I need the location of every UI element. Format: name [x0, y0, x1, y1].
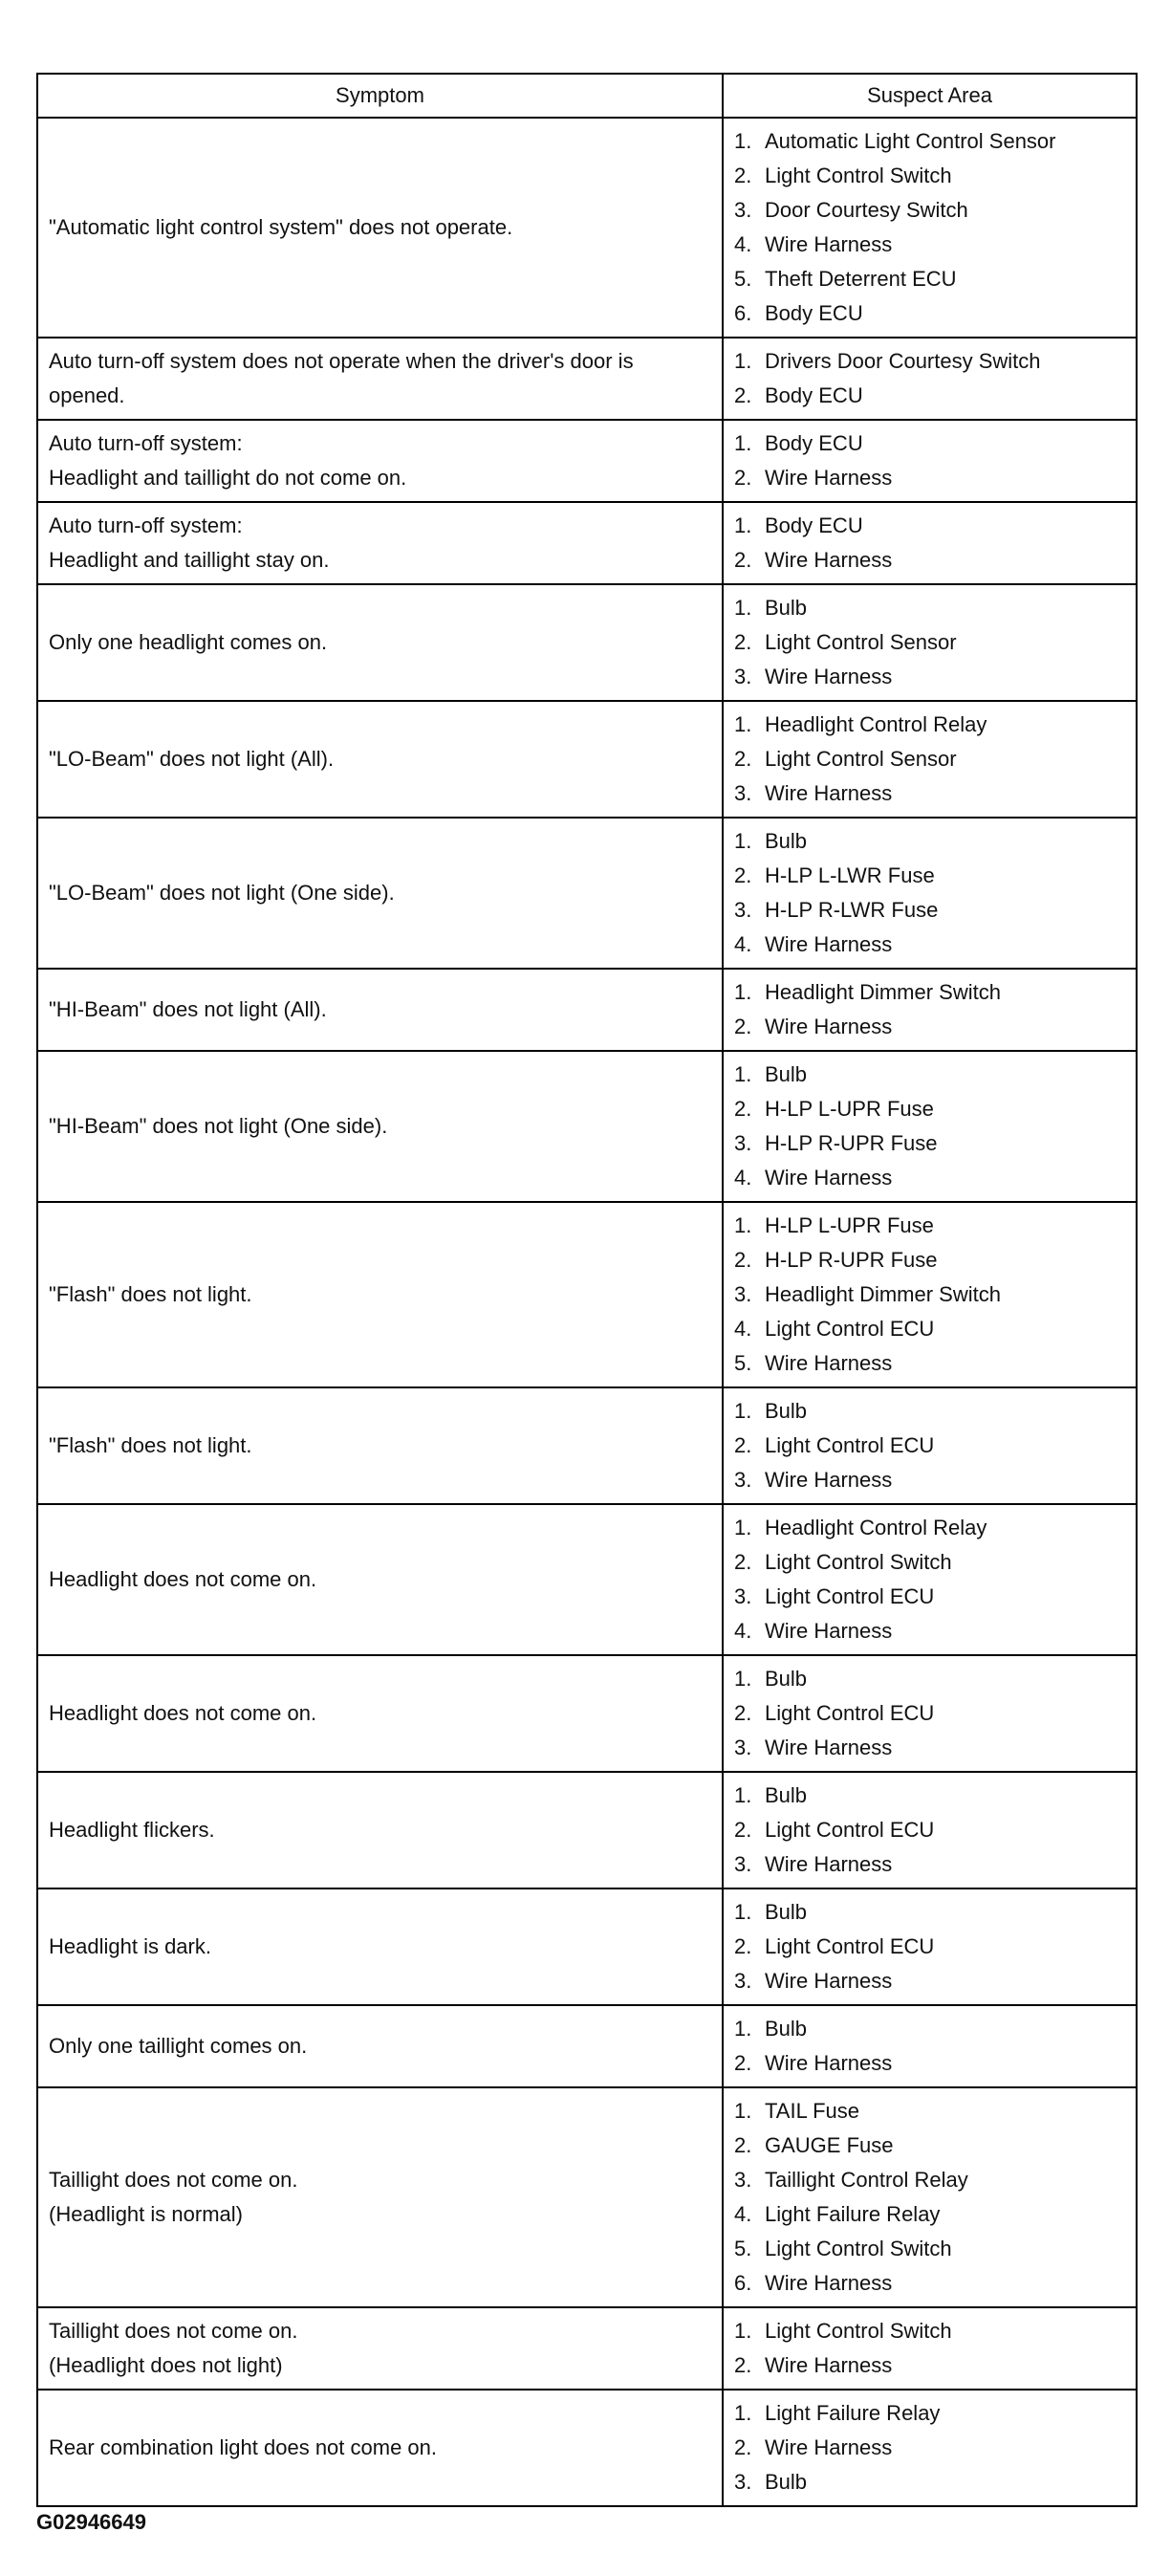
suspect-item-text: Light Control Switch	[765, 2237, 952, 2260]
suspect-item	[734, 776, 1125, 811]
suspect-item	[734, 2163, 1125, 2197]
suspect-list	[734, 2088, 1125, 2306]
suspect-item-number: 4.	[734, 2202, 752, 2226]
suspect-area-cell	[723, 502, 1137, 584]
suspect-item	[734, 1895, 1125, 1930]
suspect-list	[734, 1889, 1125, 2004]
suspect-item	[734, 2348, 1125, 2383]
table-body	[37, 118, 1137, 2506]
suspect-item-text: Wire Harness	[765, 1351, 893, 1375]
suspect-list	[734, 702, 1125, 817]
suspect-item	[734, 1696, 1125, 1731]
suspect-item-text: Wire Harness	[765, 932, 893, 956]
suspect-item	[734, 824, 1125, 859]
suspect-item	[734, 379, 1125, 413]
suspect-item-number: 2.	[734, 1701, 752, 1725]
suspect-item-number: 6.	[734, 2271, 752, 2295]
symptom-text: Headlight does not come on.	[49, 1567, 317, 1591]
symptom-text: "HI-Beam" does not light (One side).	[49, 1114, 388, 1138]
suspect-area-cell	[723, 1202, 1137, 1387]
suspect-item	[734, 1731, 1125, 1765]
table-row	[37, 502, 1137, 584]
suspect-item	[734, 1429, 1125, 1463]
suspect-item-number: 2.	[734, 1248, 752, 1272]
table-row	[37, 1888, 1137, 2005]
suspect-item-number: 3.	[734, 1969, 752, 1993]
symptom-text: "LO-Beam" does not light (One side).	[49, 881, 395, 905]
suspect-item-number: 2.	[734, 2435, 752, 2459]
suspect-item-text: Light Control ECU	[765, 1934, 935, 1958]
suspect-item	[734, 708, 1125, 742]
suspect-item-number: 3.	[734, 2470, 752, 2494]
suspect-item-number: 1.	[734, 596, 752, 620]
suspect-item-text: Body ECU	[765, 383, 863, 407]
symptom-cell	[37, 2390, 723, 2506]
suspect-item-number: 2.	[734, 466, 752, 490]
suspect-item-text: Light Control Sensor	[765, 747, 957, 771]
suspect-item-number: 2.	[734, 1433, 752, 1457]
suspect-item-text: Body ECU	[765, 431, 863, 455]
suspect-item	[734, 975, 1125, 1010]
symptom-text: Headlight is dark.	[49, 1934, 211, 1958]
suspect-item-number: 2.	[734, 2051, 752, 2075]
suspect-item-text: Bulb	[765, 1667, 808, 1691]
suspect-item-text: Bulb	[765, 1783, 808, 1807]
suspect-item-text: Bulb	[765, 1900, 808, 1924]
symptom-cell	[37, 1655, 723, 1772]
symptom-cell	[37, 1504, 723, 1655]
suspect-item-number: 1.	[734, 1516, 752, 1539]
suspect-list	[734, 421, 1125, 501]
suspect-item-text: Light Control ECU	[765, 1317, 935, 1341]
suspect-item	[734, 2465, 1125, 2500]
suspect-item-text: Light Control ECU	[765, 1584, 935, 1608]
suspect-item-text: Wire Harness	[765, 1619, 893, 1643]
table-row	[37, 2087, 1137, 2307]
suspect-item-text: H-LP R-UPR Fuse	[765, 1248, 938, 1272]
suspect-item-text: Light Failure Relay	[765, 2202, 941, 2226]
suspect-item-number: 1.	[734, 2099, 752, 2123]
suspect-area-cell	[723, 1772, 1137, 1888]
suspect-item-text: Bulb	[765, 2017, 808, 2041]
suspect-item-number: 1.	[734, 1213, 752, 1237]
suspect-item-number: 2.	[734, 383, 752, 407]
suspect-item-number: 1.	[734, 1062, 752, 1086]
symptom-cell	[37, 502, 723, 584]
suspect-item-text: Wire Harness	[765, 1166, 893, 1190]
suspect-item-text: Headlight Control Relay	[765, 1516, 987, 1539]
table-row	[37, 2005, 1137, 2087]
suspect-item	[734, 228, 1125, 262]
table-row	[37, 1772, 1137, 1888]
table-header-row	[37, 74, 1137, 118]
suspect-area-cell	[723, 2005, 1137, 2087]
suspect-item-number: 5.	[734, 1351, 752, 1375]
suspect-item	[734, 262, 1125, 296]
symptom-cell	[37, 2307, 723, 2390]
header-suspect-area: Suspect Area	[723, 74, 1137, 118]
symptom-text: Headlight flickers.	[49, 1818, 215, 1842]
symptom-cell	[37, 1202, 723, 1387]
suspect-item-text: TAIL Fuse	[765, 2099, 860, 2123]
suspect-item-number: 1.	[734, 129, 752, 153]
suspect-list	[734, 1203, 1125, 1386]
table-row	[37, 584, 1137, 701]
symptom-text: Headlight and taillight stay on.	[49, 548, 330, 572]
figure-id: G02946649	[36, 2510, 146, 2534]
suspect-item	[734, 1930, 1125, 1964]
suspect-item	[734, 344, 1125, 379]
suspect-item-text: Drivers Door Courtesy Switch	[765, 349, 1041, 373]
suspect-item-text: Door Courtesy Switch	[765, 198, 968, 222]
suspect-item-number: 1.	[734, 2319, 752, 2343]
suspect-item-number: 3.	[734, 1736, 752, 1759]
table-row	[37, 1387, 1137, 1504]
suspect-item-text: Taillight Control Relay	[765, 2168, 968, 2192]
suspect-item-text: Body ECU	[765, 301, 863, 325]
suspect-item-number: 4.	[734, 932, 752, 956]
suspect-item-number: 1.	[734, 513, 752, 537]
suspect-item-number: 6.	[734, 301, 752, 325]
symptom-text: Taillight does not come on.	[49, 2319, 298, 2343]
suspect-item-text: Light Failure Relay	[765, 2401, 941, 2425]
suspect-item-text: Automatic Light Control Sensor	[765, 129, 1056, 153]
suspect-item	[734, 296, 1125, 331]
suspect-item-text: Body ECU	[765, 513, 863, 537]
suspect-item-text: Bulb	[765, 1399, 808, 1423]
suspect-item-text: Headlight Dimmer Switch	[765, 980, 1001, 1004]
symptom-cell	[37, 701, 723, 818]
symptom-text: (Headlight is normal)	[49, 2202, 243, 2226]
symptom-text: "Flash" does not light.	[49, 1433, 252, 1457]
suspect-item	[734, 509, 1125, 543]
suspect-item	[734, 1964, 1125, 1998]
suspect-item	[734, 1312, 1125, 1346]
suspect-item	[734, 124, 1125, 159]
suspect-item-text: H-LP R-LWR Fuse	[765, 898, 939, 922]
suspect-area-cell	[723, 584, 1137, 701]
suspect-item-number: 2.	[734, 2133, 752, 2157]
header-symptom: Symptom	[37, 74, 723, 118]
symptom-cell	[37, 818, 723, 969]
suspect-item	[734, 1092, 1125, 1126]
suspect-area-cell	[723, 701, 1137, 818]
suspect-item	[734, 2232, 1125, 2266]
suspect-item-number: 2.	[734, 164, 752, 187]
suspect-list	[734, 2308, 1125, 2389]
suspect-item	[734, 2431, 1125, 2465]
suspect-item-number: 2.	[734, 548, 752, 572]
suspect-item	[734, 1580, 1125, 1614]
suspect-list	[734, 338, 1125, 419]
suspect-item-number: 3.	[734, 1282, 752, 1306]
suspect-item-number: 3.	[734, 898, 752, 922]
suspect-list	[734, 503, 1125, 583]
suspect-item-number: 1.	[734, 1667, 752, 1691]
suspect-item	[734, 2094, 1125, 2128]
suspect-item	[734, 1161, 1125, 1195]
suspect-item-number: 3.	[734, 1131, 752, 1155]
suspect-item-number: 4.	[734, 1317, 752, 1341]
suspect-item-text: Wire Harness	[765, 2271, 893, 2295]
suspect-item-text: Light Control Switch	[765, 2319, 952, 2343]
suspect-item-number: 2.	[734, 1015, 752, 1038]
symptom-text: "HI-Beam" does not light (All).	[49, 997, 327, 1021]
table-row	[37, 969, 1137, 1051]
suspect-area-cell	[723, 338, 1137, 420]
suspect-item-text: Wire Harness	[765, 1969, 893, 1993]
suspect-area-cell	[723, 118, 1137, 338]
suspect-item-number: 2.	[734, 863, 752, 887]
suspect-area-cell	[723, 2390, 1137, 2506]
suspect-item-text: H-LP L-LWR Fuse	[765, 863, 935, 887]
suspect-area-cell	[723, 1655, 1137, 1772]
suspect-item	[734, 1394, 1125, 1429]
symptom-text: opened.	[49, 383, 125, 407]
suspect-list	[734, 1052, 1125, 1201]
symptom-text: "Automatic light control system" does not operate.	[49, 215, 513, 239]
symptom-text: Only one taillight comes on.	[49, 2034, 308, 2058]
symptom-cell	[37, 420, 723, 502]
suspect-item-text: Wire Harness	[765, 232, 893, 256]
suspect-item-number: 3.	[734, 1852, 752, 1876]
suspect-item	[734, 461, 1125, 495]
suspect-item-text: Wire Harness	[765, 1852, 893, 1876]
symptom-text: Only one headlight comes on.	[49, 630, 328, 654]
symptom-text: "Flash" does not light.	[49, 1282, 252, 1306]
suspect-item	[734, 1126, 1125, 1161]
suspect-item	[734, 625, 1125, 660]
suspect-item	[734, 2197, 1125, 2232]
suspect-item	[734, 159, 1125, 193]
suspect-item-number: 2.	[734, 2353, 752, 2377]
suspect-list	[734, 1505, 1125, 1654]
suspect-item-number: 2.	[734, 630, 752, 654]
suspect-item-text: Bulb	[765, 1062, 808, 1086]
suspect-item-text: Wire Harness	[765, 2435, 893, 2459]
suspect-list	[734, 585, 1125, 700]
suspect-item-text: Wire Harness	[765, 466, 893, 490]
suspect-item-text: Light Control ECU	[765, 1701, 935, 1725]
suspect-item	[734, 2314, 1125, 2348]
symptom-text: Auto turn-off system:	[49, 431, 243, 455]
symptom-cell	[37, 2087, 723, 2307]
suspect-item-text: Wire Harness	[765, 1468, 893, 1492]
suspect-item-number: 1.	[734, 2017, 752, 2041]
suspect-item-number: 2.	[734, 1818, 752, 1842]
suspect-item	[734, 1779, 1125, 1813]
suspect-item-number: 1.	[734, 2401, 752, 2425]
suspect-item	[734, 543, 1125, 578]
suspect-item-text: Light Control ECU	[765, 1818, 935, 1842]
suspect-item-text: Light Control Sensor	[765, 630, 957, 654]
suspect-item-number: 4.	[734, 1166, 752, 1190]
suspect-item-number: 2.	[734, 1097, 752, 1121]
table-row	[37, 1655, 1137, 1772]
suspect-item	[734, 1847, 1125, 1882]
symptom-cell	[37, 584, 723, 701]
suspect-item-text: Light Control Switch	[765, 164, 952, 187]
suspect-item-text: GAUGE Fuse	[765, 2133, 894, 2157]
suspect-list	[734, 2390, 1125, 2505]
suspect-item-text: Light Control ECU	[765, 1433, 935, 1457]
suspect-item-number: 1.	[734, 712, 752, 736]
table-row	[37, 420, 1137, 502]
suspect-area-cell	[723, 420, 1137, 502]
suspect-area-cell	[723, 969, 1137, 1051]
suspect-item-text: Bulb	[765, 2470, 808, 2494]
suspect-area-cell	[723, 2087, 1137, 2307]
suspect-item	[734, 2128, 1125, 2163]
symptom-text: (Headlight does not light)	[49, 2353, 283, 2377]
suspect-item	[734, 1511, 1125, 1545]
suspect-item	[734, 1277, 1125, 1312]
suspect-item-number: 2.	[734, 1550, 752, 1574]
suspect-item-number: 3.	[734, 665, 752, 688]
symptom-text: "LO-Beam" does not light (All).	[49, 747, 335, 771]
suspect-area-cell	[723, 1051, 1137, 1202]
suspect-item-text: H-LP L-UPR Fuse	[765, 1213, 934, 1237]
symptom-cell	[37, 1387, 723, 1504]
suspect-item-number: 3.	[734, 198, 752, 222]
table-row	[37, 818, 1137, 969]
symptom-cell	[37, 1772, 723, 1888]
suspect-item	[734, 893, 1125, 928]
suspect-item-text: H-LP R-UPR Fuse	[765, 1131, 938, 1155]
table-row	[37, 701, 1137, 818]
symptom-text: Headlight does not come on.	[49, 1701, 317, 1725]
suspect-item	[734, 2266, 1125, 2301]
suspect-item-number: 3.	[734, 2168, 752, 2192]
suspect-item-text: H-LP L-UPR Fuse	[765, 1097, 934, 1121]
suspect-item	[734, 1010, 1125, 1044]
suspect-item	[734, 1545, 1125, 1580]
suspect-item-number: 1.	[734, 349, 752, 373]
suspect-item-text: Wire Harness	[765, 548, 893, 572]
suspect-area-cell	[723, 1888, 1137, 2005]
suspect-item-number: 5.	[734, 2237, 752, 2260]
table-row	[37, 1202, 1137, 1387]
symptom-text: Auto turn-off system does not operate when the driver's door is	[49, 349, 634, 373]
suspect-item-text: Wire Harness	[765, 1736, 893, 1759]
suspect-item	[734, 1058, 1125, 1092]
suspect-item-number: 3.	[734, 781, 752, 805]
suspect-area-cell	[723, 818, 1137, 969]
suspect-item	[734, 660, 1125, 694]
suspect-item	[734, 591, 1125, 625]
suspect-item	[734, 1243, 1125, 1277]
suspect-list	[734, 819, 1125, 968]
symptom-cell	[37, 338, 723, 420]
suspect-item	[734, 2012, 1125, 2046]
suspect-item	[734, 928, 1125, 962]
suspect-item-text: Headlight Dimmer Switch	[765, 1282, 1001, 1306]
suspect-item-number: 3.	[734, 1468, 752, 1492]
table-row	[37, 2307, 1137, 2390]
suspect-item	[734, 1463, 1125, 1497]
symptom-text: Auto turn-off system:	[49, 513, 243, 537]
table-row	[37, 1051, 1137, 1202]
suspect-item-text: Headlight Control Relay	[765, 712, 987, 736]
suspect-item-number: 1.	[734, 829, 752, 853]
suspect-item-number: 3.	[734, 1584, 752, 1608]
symptom-text: Taillight does not come on.	[49, 2168, 298, 2192]
suspect-item	[734, 2046, 1125, 2081]
suspect-item-number: 2.	[734, 1934, 752, 1958]
table-row	[37, 2390, 1137, 2506]
suspect-item-text: Wire Harness	[765, 2353, 893, 2377]
suspect-item-text: Wire Harness	[765, 1015, 893, 1038]
suspect-item-number: 1.	[734, 1783, 752, 1807]
suspect-item-text: Wire Harness	[765, 665, 893, 688]
suspect-area-cell	[723, 1504, 1137, 1655]
suspect-area-cell	[723, 2307, 1137, 2390]
symptom-cell	[37, 1051, 723, 1202]
suspect-item	[734, 1662, 1125, 1696]
suspect-item-number: 1.	[734, 1900, 752, 1924]
suspect-area-cell	[723, 1387, 1137, 1504]
suspect-item-text: Wire Harness	[765, 2051, 893, 2075]
suspect-item	[734, 426, 1125, 461]
suspect-item	[734, 193, 1125, 228]
suspect-item-number: 5.	[734, 267, 752, 291]
suspect-item-number: 1.	[734, 1399, 752, 1423]
suspect-item	[734, 1813, 1125, 1847]
suspect-item	[734, 742, 1125, 776]
suspect-item-number: 4.	[734, 1619, 752, 1643]
suspect-item-text: Light Control Switch	[765, 1550, 952, 1574]
suspect-item	[734, 859, 1125, 893]
suspect-item	[734, 1346, 1125, 1381]
suspect-item-text: Bulb	[765, 829, 808, 853]
suspect-list	[734, 2006, 1125, 2086]
suspect-item	[734, 2396, 1125, 2431]
symptom-table	[36, 73, 1138, 2507]
symptom-cell	[37, 969, 723, 1051]
symptom-text: Rear combination light does not come on.	[49, 2435, 438, 2459]
suspect-list	[734, 970, 1125, 1050]
suspect-item-text: Theft Deterrent ECU	[765, 267, 957, 291]
symptom-text: Headlight and taillight do not come on.	[49, 466, 407, 490]
table-row	[37, 338, 1137, 420]
symptom-cell	[37, 118, 723, 338]
suspect-item-text: Wire Harness	[765, 781, 893, 805]
suspect-item-text: Bulb	[765, 596, 808, 620]
suspect-list	[734, 1773, 1125, 1888]
suspect-item-number: 2.	[734, 747, 752, 771]
suspect-item	[734, 1614, 1125, 1648]
symptom-cell	[37, 2005, 723, 2087]
table-row	[37, 1504, 1137, 1655]
table-row	[37, 118, 1137, 338]
suspect-item-number: 1.	[734, 980, 752, 1004]
suspect-item	[734, 1209, 1125, 1243]
suspect-list	[734, 119, 1125, 337]
suspect-list	[734, 1388, 1125, 1503]
symptom-cell	[37, 1888, 723, 2005]
suspect-item-number: 1.	[734, 431, 752, 455]
suspect-list	[734, 1656, 1125, 1771]
suspect-item-number: 4.	[734, 232, 752, 256]
